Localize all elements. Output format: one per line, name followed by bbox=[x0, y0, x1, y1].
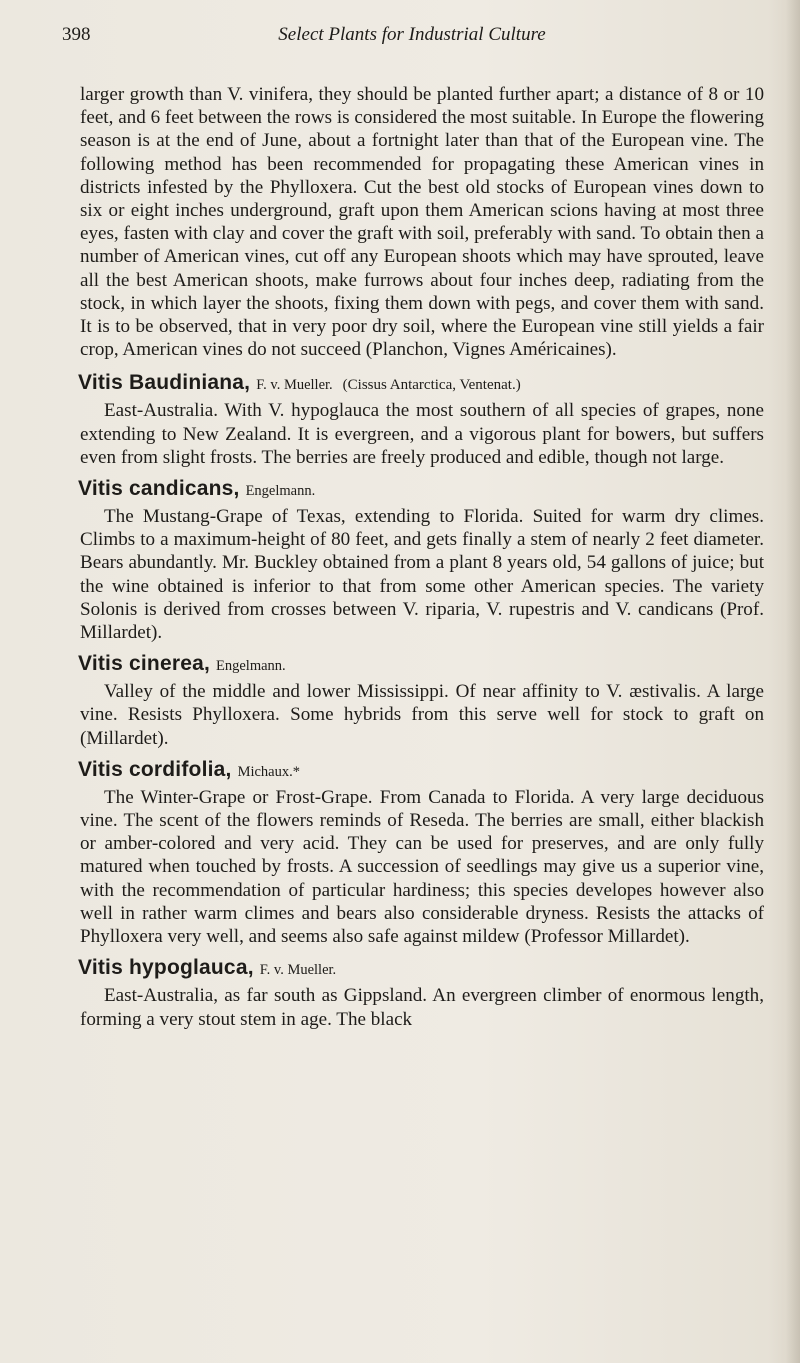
species-name: Vitis hypoglauca, bbox=[78, 956, 254, 980]
page-number: 398 bbox=[62, 24, 91, 45]
entry-heading bbox=[78, 369, 764, 399]
entry-heading bbox=[78, 954, 764, 984]
species-name: Vitis cinerea, bbox=[78, 652, 210, 676]
entry-heading bbox=[78, 475, 764, 505]
species-name: Vitis Baudiniana, bbox=[78, 371, 251, 395]
species-authority: Michaux.* bbox=[237, 763, 300, 780]
species-entry bbox=[80, 369, 764, 469]
species-authority: F. v. Mueller. bbox=[256, 377, 333, 394]
page-header bbox=[62, 20, 762, 52]
species-description: The Mustang-Grape of Texas, extending to Florida. Suited for warm dry climes. Climbs to a maximum-height of 80 feet, and gets finally a stem of nearly 2 feet diameter. Bears abundantly. Mr. Buckley obtained from a plant 8 years old, 54 gallons of juice; but the wine obtained is inferior to that from some other American species. The variety Solonis is derived from crosses between V. riparia, V. rupestris and V. candicans (Prof. Millardet). bbox=[80, 506, 764, 644]
species-entry bbox=[80, 650, 764, 750]
entry-heading bbox=[78, 756, 764, 786]
species-entry bbox=[80, 954, 764, 1030]
entry-heading bbox=[78, 650, 764, 680]
intro-paragraph: larger growth than V. vinifera, they should be planted further apart; a distance of 8 or 10 feet, and 6 feet between the rows is considered the most suitable. In Europe the flowering season is at the end of June, about a fortnight later than that of the European vine. The following method has been recommended for propagating these American vines in districts infested by the Phylloxera. Cut the best old stocks of European vines down to six or eight inches underground, graft upon them American scions having at most three eyes, fasten with clay and cover the graft with soil, preferably with sand. To obtain then a number of American vines, cut off any European shoots which may have sprouted, leave all the best American shoots, make furrows about four inches deep, radiating from the stock, in which layer the shoots, fixing them down with pegs, and cover them with sand. It is to be observed, that in very poor dry soil, where the European vine still yields a fair crop, American vines do not succeed (Planchon, Vignes Américaines). bbox=[80, 84, 764, 361]
species-authority: F. v. Mueller. bbox=[259, 962, 337, 979]
species-name: Vitis candicans, bbox=[78, 477, 240, 501]
running-title: Select Plants for Industrial Culture bbox=[278, 24, 546, 45]
species-description: Valley of the middle and lower Mississippi. Of near affinity to V. æstivalis. A large vine. Resists Phylloxera. Some hybrids from this serve well for stock to graft on (Millardet). bbox=[80, 681, 764, 749]
species-name: Vitis cordifolia, bbox=[78, 757, 232, 781]
page-body bbox=[80, 83, 764, 1031]
species-entry bbox=[80, 475, 764, 644]
species-description: The Winter-Grape or Frost-Grape. From Canada to Florida. A very large deciduous vine. The scent of the flowers reminds of Reseda. The berries are small, either blackish or amber-colored and very acid. They can be used for preserves, and are only fully matured when touched by frosts. A succession of seedlings may give us a superior vine, with the recommendation of particular hardiness; this species developes however also well in rather warm climes and bears also considerable dryness. Resists the attacks of Phylloxera very well, and seems also safe against mildew (Professor Millardet). bbox=[80, 786, 764, 948]
page-edge-shadow bbox=[786, 0, 800, 1363]
species-authority: Engelmann. bbox=[245, 483, 316, 500]
species-synonym: (Cissus Antarctica, Ventenat.) bbox=[342, 377, 521, 394]
species-entry bbox=[80, 756, 764, 948]
species-description: East-Australia, as far south as Gippsland. An evergreen climber of enormous length, forming a very stout stem in age. The black bbox=[80, 985, 764, 1030]
species-description: East-Australia. With V. hypoglauca the most southern of all species of grapes, none extending to New Zealand. It is evergreen, and a vigorous plant for bowers, but suffers even from slight frosts. The berries are freely produced and edible, though not large. bbox=[80, 400, 764, 468]
species-authority: Engelmann. bbox=[216, 658, 286, 675]
